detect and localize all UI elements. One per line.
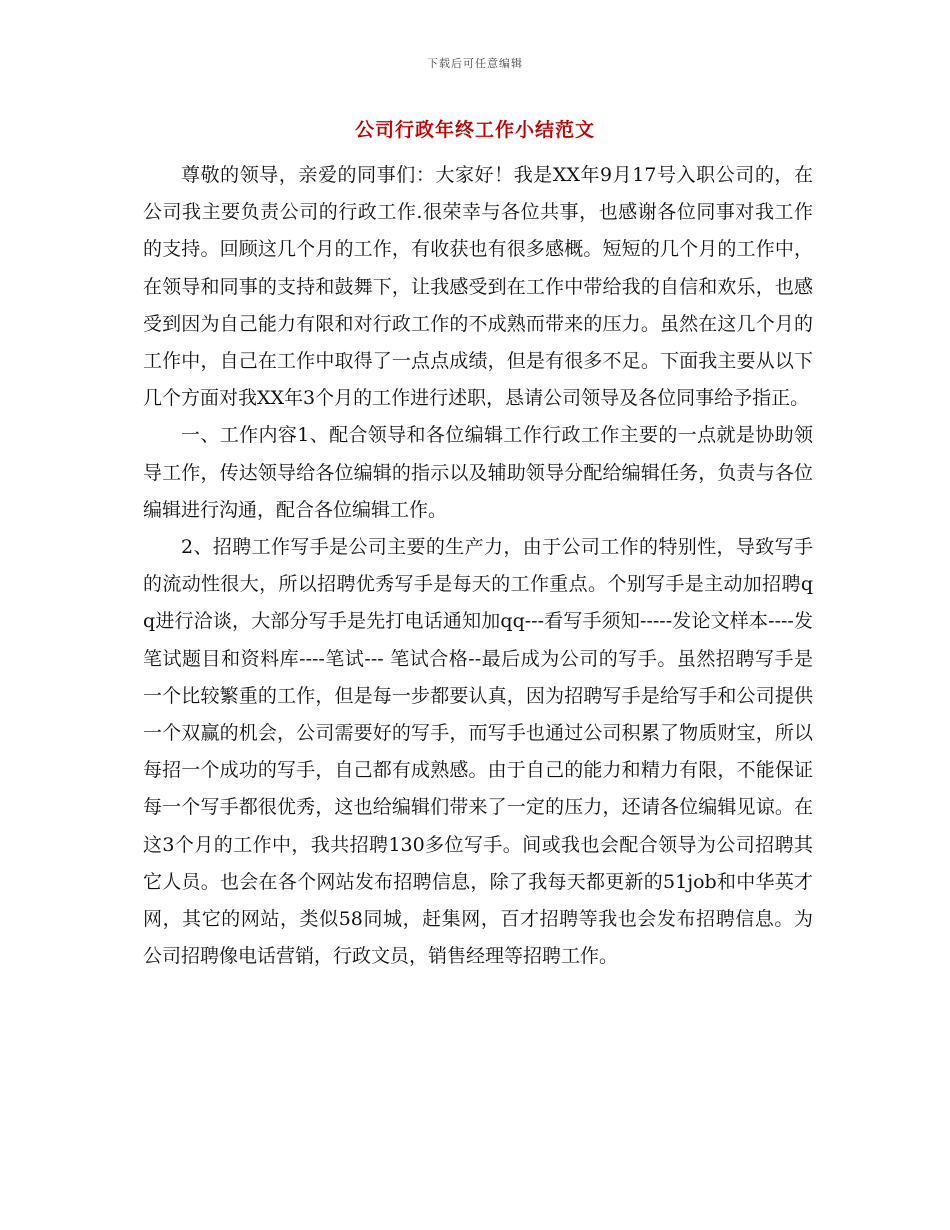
document-title: 公司行政年终工作小结范文	[354, 119, 595, 141]
header-note: 下载后可任意编辑	[427, 57, 523, 70]
paragraph-recruitment: 2、招聘工作写手是公司主要的生产力，由于公司工作的特别性，导致写手的流动性很大，所以招聘优秀写手是每天的工作重点。个别写手是主动加招聘qq进行洽谈，大部分写手是先打电话通知加qq---看写手须知-----发论文样本----发笔试题目和资料库----笔试--- 笔试合格--最后成为公司的写手。虽然招聘写手是一个比较繁重的工作，但是每一步都要认真，因为招聘写手是给写手和公司提供一个双赢的机会，公司需要好的写手，而写手也通过公司积累了物质财宝，所以每招一个成功的写手，自己都有成熟感。由于自己的能力和精力有限，不能保证每一个写手都很优秀，这也给编辑们带来了一定的压力，还请各位编辑见谅。在这3个月的工作中，我共招聘130多位写手。间或我也会配合领导为公司招聘其它人员。也会在各个网站发布招聘信息，除了我每天都更新的51job和中华英才网，其它的网站，类似58同城，赶集网，百才招聘等我也会发布招聘信息。为公司招聘像电话营销，行政文员，销售经理等招聘工作。	[143, 536, 813, 968]
paragraph-work-content: 一、工作内容1、配合领导和各位编辑工作行政工作主要的一点就是协助领导工作，传达领导给各位编辑的指示以及辅助领导分配给编辑任务，负责与各位编辑进行沟通，配合各位编辑工作。	[143, 424, 813, 521]
paragraph-intro: 尊敬的领导，亲爱的同事们：大家好！我是XX年9月17号入职公司的，在公司我主要负责公司的行政工作.很荣幸与各位共事，也感谢各位同事对我工作的支持。回顾这几个月的工作，有收获也有很多感概。短短的几个月的工作中，在领导和同事的支持和鼓舞下，让我感受到在工作中带给我的自信和欢乐，也感受到因为自己能力有限和对行政工作的不成熟而带来的压力。虽然在这几个月的工作中，自己在工作中取得了一点点成绩，但是有很多不足。下面我主要从以下几个方面对我XX年3个月的工作进行述职，恳请公司领导及各位同事给予指正。	[143, 164, 813, 410]
document-body	[143, 157, 813, 975]
